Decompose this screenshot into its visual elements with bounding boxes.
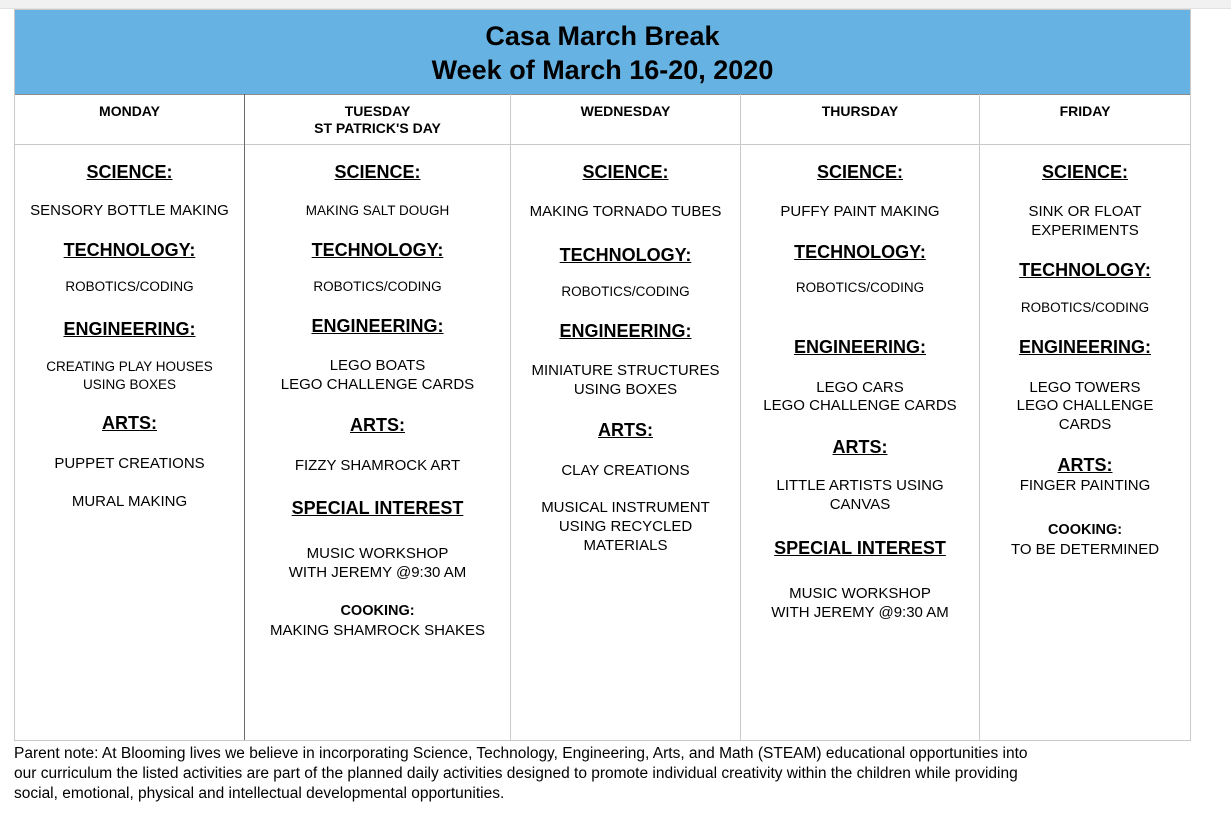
science-label: SCIENCE: bbox=[334, 162, 421, 182]
technology-label: TECHNOLOGY: bbox=[311, 240, 444, 260]
engineering-activity: LEGO CHALLENGE CARDS bbox=[280, 376, 475, 393]
parent-note bbox=[14, 744, 1204, 804]
science-label: SCIENCE: bbox=[86, 162, 173, 182]
engineering-activity: LEGO CHALLENGE CARDS bbox=[763, 397, 957, 414]
arts-activity: PUPPET CREATIONS bbox=[54, 455, 205, 472]
schedule-title: Casa March Break bbox=[485, 21, 720, 51]
engineering-activity: CREATING PLAY HOUSES bbox=[46, 359, 213, 374]
title-band bbox=[15, 10, 1190, 95]
parent-note-line: Parent note: At Blooming lives we believe in incorporating Science, Technology, Engineering, Arts, and Math (STEAM) educational opportunities into bbox=[14, 745, 1028, 762]
technology-activity: ROBOTICS/CODING bbox=[65, 279, 194, 294]
day-header-friday bbox=[980, 94, 1190, 145]
schedule-sheet bbox=[14, 9, 1191, 741]
arts-activity: FINGER PAINTING bbox=[1019, 477, 1151, 494]
day-name: TUESDAY bbox=[344, 103, 411, 119]
special-interest-activity: MUSIC WORKSHOP bbox=[789, 585, 931, 602]
arts-activity: MURAL MAKING bbox=[71, 493, 188, 510]
science-activity: MAKING SALT DOUGH bbox=[305, 203, 450, 218]
science-activity: SENSORY BOTTLE MAKING bbox=[30, 202, 229, 219]
technology-label: TECHNOLOGY: bbox=[1019, 260, 1151, 280]
column-thursday bbox=[741, 94, 980, 740]
engineering-activity: MINIATURE STRUCTURES bbox=[531, 362, 720, 379]
engineering-label: ENGINEERING: bbox=[559, 321, 692, 341]
engineering-activity: LEGO CARS bbox=[816, 379, 904, 396]
day-header-thursday bbox=[741, 94, 979, 145]
special-interest-label: SPECIAL INTEREST bbox=[291, 498, 464, 518]
day-header-tuesday bbox=[245, 94, 510, 145]
arts-label: ARTS: bbox=[102, 413, 157, 433]
day-header-wednesday bbox=[511, 94, 740, 145]
page-top-bar bbox=[0, 0, 1231, 9]
arts-activity: CLAY CREATIONS bbox=[561, 462, 690, 479]
arts-label: ARTS: bbox=[1057, 455, 1113, 475]
cooking-label: COOKING: bbox=[1047, 522, 1123, 538]
engineering-activity: LEGO TOWERS bbox=[1029, 379, 1141, 396]
science-activity: SINK OR FLOAT bbox=[1028, 203, 1142, 220]
day-name: WEDNESDAY bbox=[580, 103, 671, 119]
science-activity: MAKING TORNADO TUBES bbox=[529, 203, 722, 220]
science-activity: PUFFY PAINT MAKING bbox=[780, 203, 940, 220]
special-interest-activity: MUSIC WORKSHOP bbox=[306, 545, 449, 562]
arts-label: ARTS: bbox=[350, 415, 405, 435]
technology-label: TECHNOLOGY: bbox=[63, 240, 196, 260]
arts-label: ARTS: bbox=[598, 420, 653, 440]
science-activity: EXPERIMENTS bbox=[1031, 222, 1139, 239]
arts-label: ARTS: bbox=[832, 437, 888, 457]
column-monday bbox=[15, 94, 245, 740]
arts-activity: FIZZY SHAMROCK ART bbox=[294, 457, 461, 474]
engineering-activity: LEGO CHALLENGE bbox=[1016, 397, 1154, 414]
science-label: SCIENCE: bbox=[1041, 162, 1128, 182]
technology-label: TECHNOLOGY: bbox=[794, 242, 926, 262]
science-label: SCIENCE: bbox=[816, 162, 903, 182]
engineering-label: ENGINEERING: bbox=[311, 316, 444, 336]
day-name: MONDAY bbox=[99, 103, 160, 119]
day-header-monday bbox=[15, 94, 244, 145]
special-interest-activity: WITH JEREMY @9:30 AM bbox=[288, 564, 467, 581]
science-label: SCIENCE: bbox=[582, 162, 669, 182]
engineering-label: ENGINEERING: bbox=[63, 319, 196, 339]
technology-activity: ROBOTICS/CODING bbox=[795, 280, 925, 295]
schedule-week: Week of March 16-20, 2020 bbox=[431, 55, 774, 85]
column-tuesday bbox=[245, 94, 511, 740]
engineering-activity: CARDS bbox=[1058, 416, 1112, 433]
column-wednesday bbox=[511, 94, 741, 740]
engineering-activity: USING BOXES bbox=[82, 377, 177, 392]
special-interest-activity: WITH JEREMY @9:30 AM bbox=[771, 604, 949, 621]
engineering-activity: USING BOXES bbox=[573, 381, 678, 398]
technology-activity: ROBOTICS/CODING bbox=[1020, 300, 1150, 315]
day-name: FRIDAY bbox=[1059, 103, 1111, 119]
technology-label: TECHNOLOGY: bbox=[559, 245, 692, 265]
engineering-label: ENGINEERING: bbox=[1018, 337, 1151, 357]
cooking-activity: MAKING SHAMROCK SHAKES bbox=[269, 622, 486, 639]
parent-note-line: social, emotional, physical and intellectual developmental opportunities. bbox=[14, 785, 505, 802]
arts-activity: USING RECYCLED bbox=[558, 518, 693, 535]
arts-activity: MUSICAL INSTRUMENT bbox=[541, 499, 710, 516]
cooking-activity: TO BE DETERMINED bbox=[1010, 541, 1160, 558]
arts-activity: MATERIALS bbox=[583, 537, 668, 554]
engineering-activity: LEGO BOATS bbox=[329, 357, 426, 374]
column-friday bbox=[980, 94, 1190, 740]
cooking-label: COOKING: bbox=[340, 603, 415, 619]
technology-activity: ROBOTICS/CODING bbox=[561, 284, 690, 299]
special-interest-label: SPECIAL INTEREST bbox=[774, 538, 946, 558]
technology-activity: ROBOTICS/CODING bbox=[313, 279, 442, 294]
arts-activity: CANVAS bbox=[829, 496, 891, 513]
parent-note-line: our curriculum the listed activities are part of the planned daily activities designed to promote individual creativity within the children while providing bbox=[14, 765, 1018, 782]
arts-activity: LITTLE ARTISTS USING bbox=[776, 477, 944, 494]
day-subtitle: ST PATRICK'S DAY bbox=[314, 120, 441, 136]
engineering-label: ENGINEERING: bbox=[793, 337, 926, 357]
day-name: THURSDAY bbox=[821, 103, 899, 119]
